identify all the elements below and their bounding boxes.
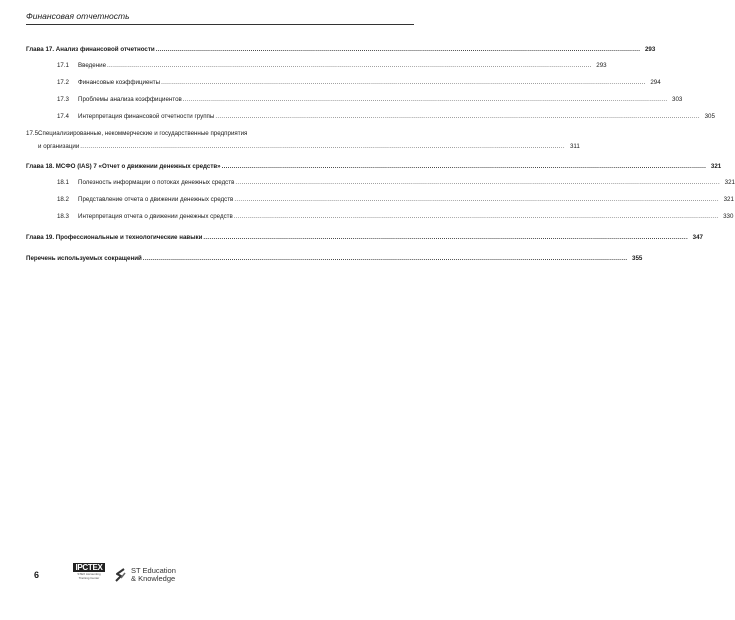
toc-page-number: 303 <box>672 96 683 103</box>
toc-leader <box>161 78 646 87</box>
toc-entry-title: Полезность информации о потоках денежных средств <box>78 179 235 186</box>
table-of-contents <box>26 45 735 263</box>
toc-entry-title: Введение <box>78 62 107 69</box>
st-education-logo-icon <box>114 567 128 583</box>
toc-chapter-19[interactable] <box>26 233 703 242</box>
toc-entry-title: Глава 17. Анализ финансовой отчетности <box>26 46 155 53</box>
page-number: 6 <box>34 570 40 580</box>
toc-page-number: 293 <box>596 62 607 69</box>
toc-page-number: 355 <box>632 255 643 262</box>
toc-section-17-1[interactable] <box>26 61 607 70</box>
stex-logo-caption: STEX Accounting Training Center <box>77 572 101 580</box>
toc-leader <box>234 195 719 204</box>
toc-entry-title: Финансовые коэффициенты <box>78 79 161 86</box>
toc-entry-title: Проблемы анализа коэффициентов <box>78 96 182 103</box>
toc-section-17-3[interactable] <box>26 95 683 104</box>
toc-chapter-18[interactable] <box>26 162 722 171</box>
toc-section-number: 18.1 <box>56 179 69 186</box>
toc-section-number: 17.2 <box>56 79 69 86</box>
toc-section-17-4[interactable] <box>26 112 715 121</box>
page-footer <box>34 563 176 587</box>
toc-page-number: 294 <box>650 79 661 86</box>
toc-section-number: 17.5 <box>26 130 39 137</box>
toc-page-number: 347 <box>692 234 703 241</box>
toc-section-17-2[interactable] <box>26 78 661 87</box>
toc-section-18-3[interactable] <box>26 212 734 221</box>
toc-section-18-1[interactable] <box>26 178 735 187</box>
toc-entry-title: Интерпретация отчета о движении денежных средств <box>78 213 233 220</box>
st-education-logo-line1: ST Education <box>131 566 176 575</box>
running-header <box>26 11 414 25</box>
toc-page-number: 305 <box>704 113 715 120</box>
toc-leader <box>203 233 688 242</box>
toc-page-number: 321 <box>723 196 734 203</box>
toc-chapter-17[interactable] <box>26 45 656 54</box>
toc-section-number: 18.3 <box>56 213 69 220</box>
toc-section-18-2[interactable] <box>26 195 734 204</box>
toc-leader <box>234 212 719 221</box>
toc-page-number: 321 <box>710 163 722 170</box>
toc-leader <box>235 178 720 187</box>
toc-page-number: 321 <box>724 179 735 186</box>
toc-section-number: 17.1 <box>56 62 69 69</box>
toc-leader <box>215 112 700 121</box>
st-education-logo-line2: & Knowledge <box>131 574 176 583</box>
toc-entry-title: Представление отчета о движении денежных средств <box>78 196 234 203</box>
toc-page-number: 293 <box>644 46 656 53</box>
toc-section-17-5[interactable] <box>26 129 580 151</box>
toc-page-number: 330 <box>723 213 734 220</box>
toc-leader <box>143 254 628 263</box>
toc-entry-title-line2: и организации <box>38 143 80 150</box>
toc-entry-title: Интерпретация финансовой отчетности группы <box>78 113 215 120</box>
toc-entry-title: Глава 18. МСФО (IAS) 7 «Отчет о движении денежных средств» <box>26 163 221 170</box>
toc-section-number: 17.3 <box>56 96 69 103</box>
toc-entry-title-line1: Специализированные, некоммерческие и государственные предприятия <box>38 130 248 137</box>
toc-leader <box>222 162 707 171</box>
stex-logo <box>74 563 104 587</box>
toc-leader <box>183 95 668 104</box>
toc-entry-title: Глава 19. Профессиональные и технологические навыки <box>26 234 203 241</box>
toc-section-number: 17.4 <box>56 113 69 120</box>
toc-page-number: 311 <box>569 143 580 150</box>
running-header-title: Финансовая отчетность <box>26 11 130 21</box>
toc-abbreviations[interactable] <box>26 254 643 263</box>
toc-leader <box>107 61 592 70</box>
toc-section-number: 18.2 <box>56 196 69 203</box>
stex-logo-mark: IPCTEX <box>75 563 103 572</box>
toc-entry-title: Перечень используемых сокращений <box>26 255 142 262</box>
toc-leader <box>80 142 565 151</box>
st-education-logo <box>114 567 176 583</box>
toc-leader <box>156 45 641 54</box>
